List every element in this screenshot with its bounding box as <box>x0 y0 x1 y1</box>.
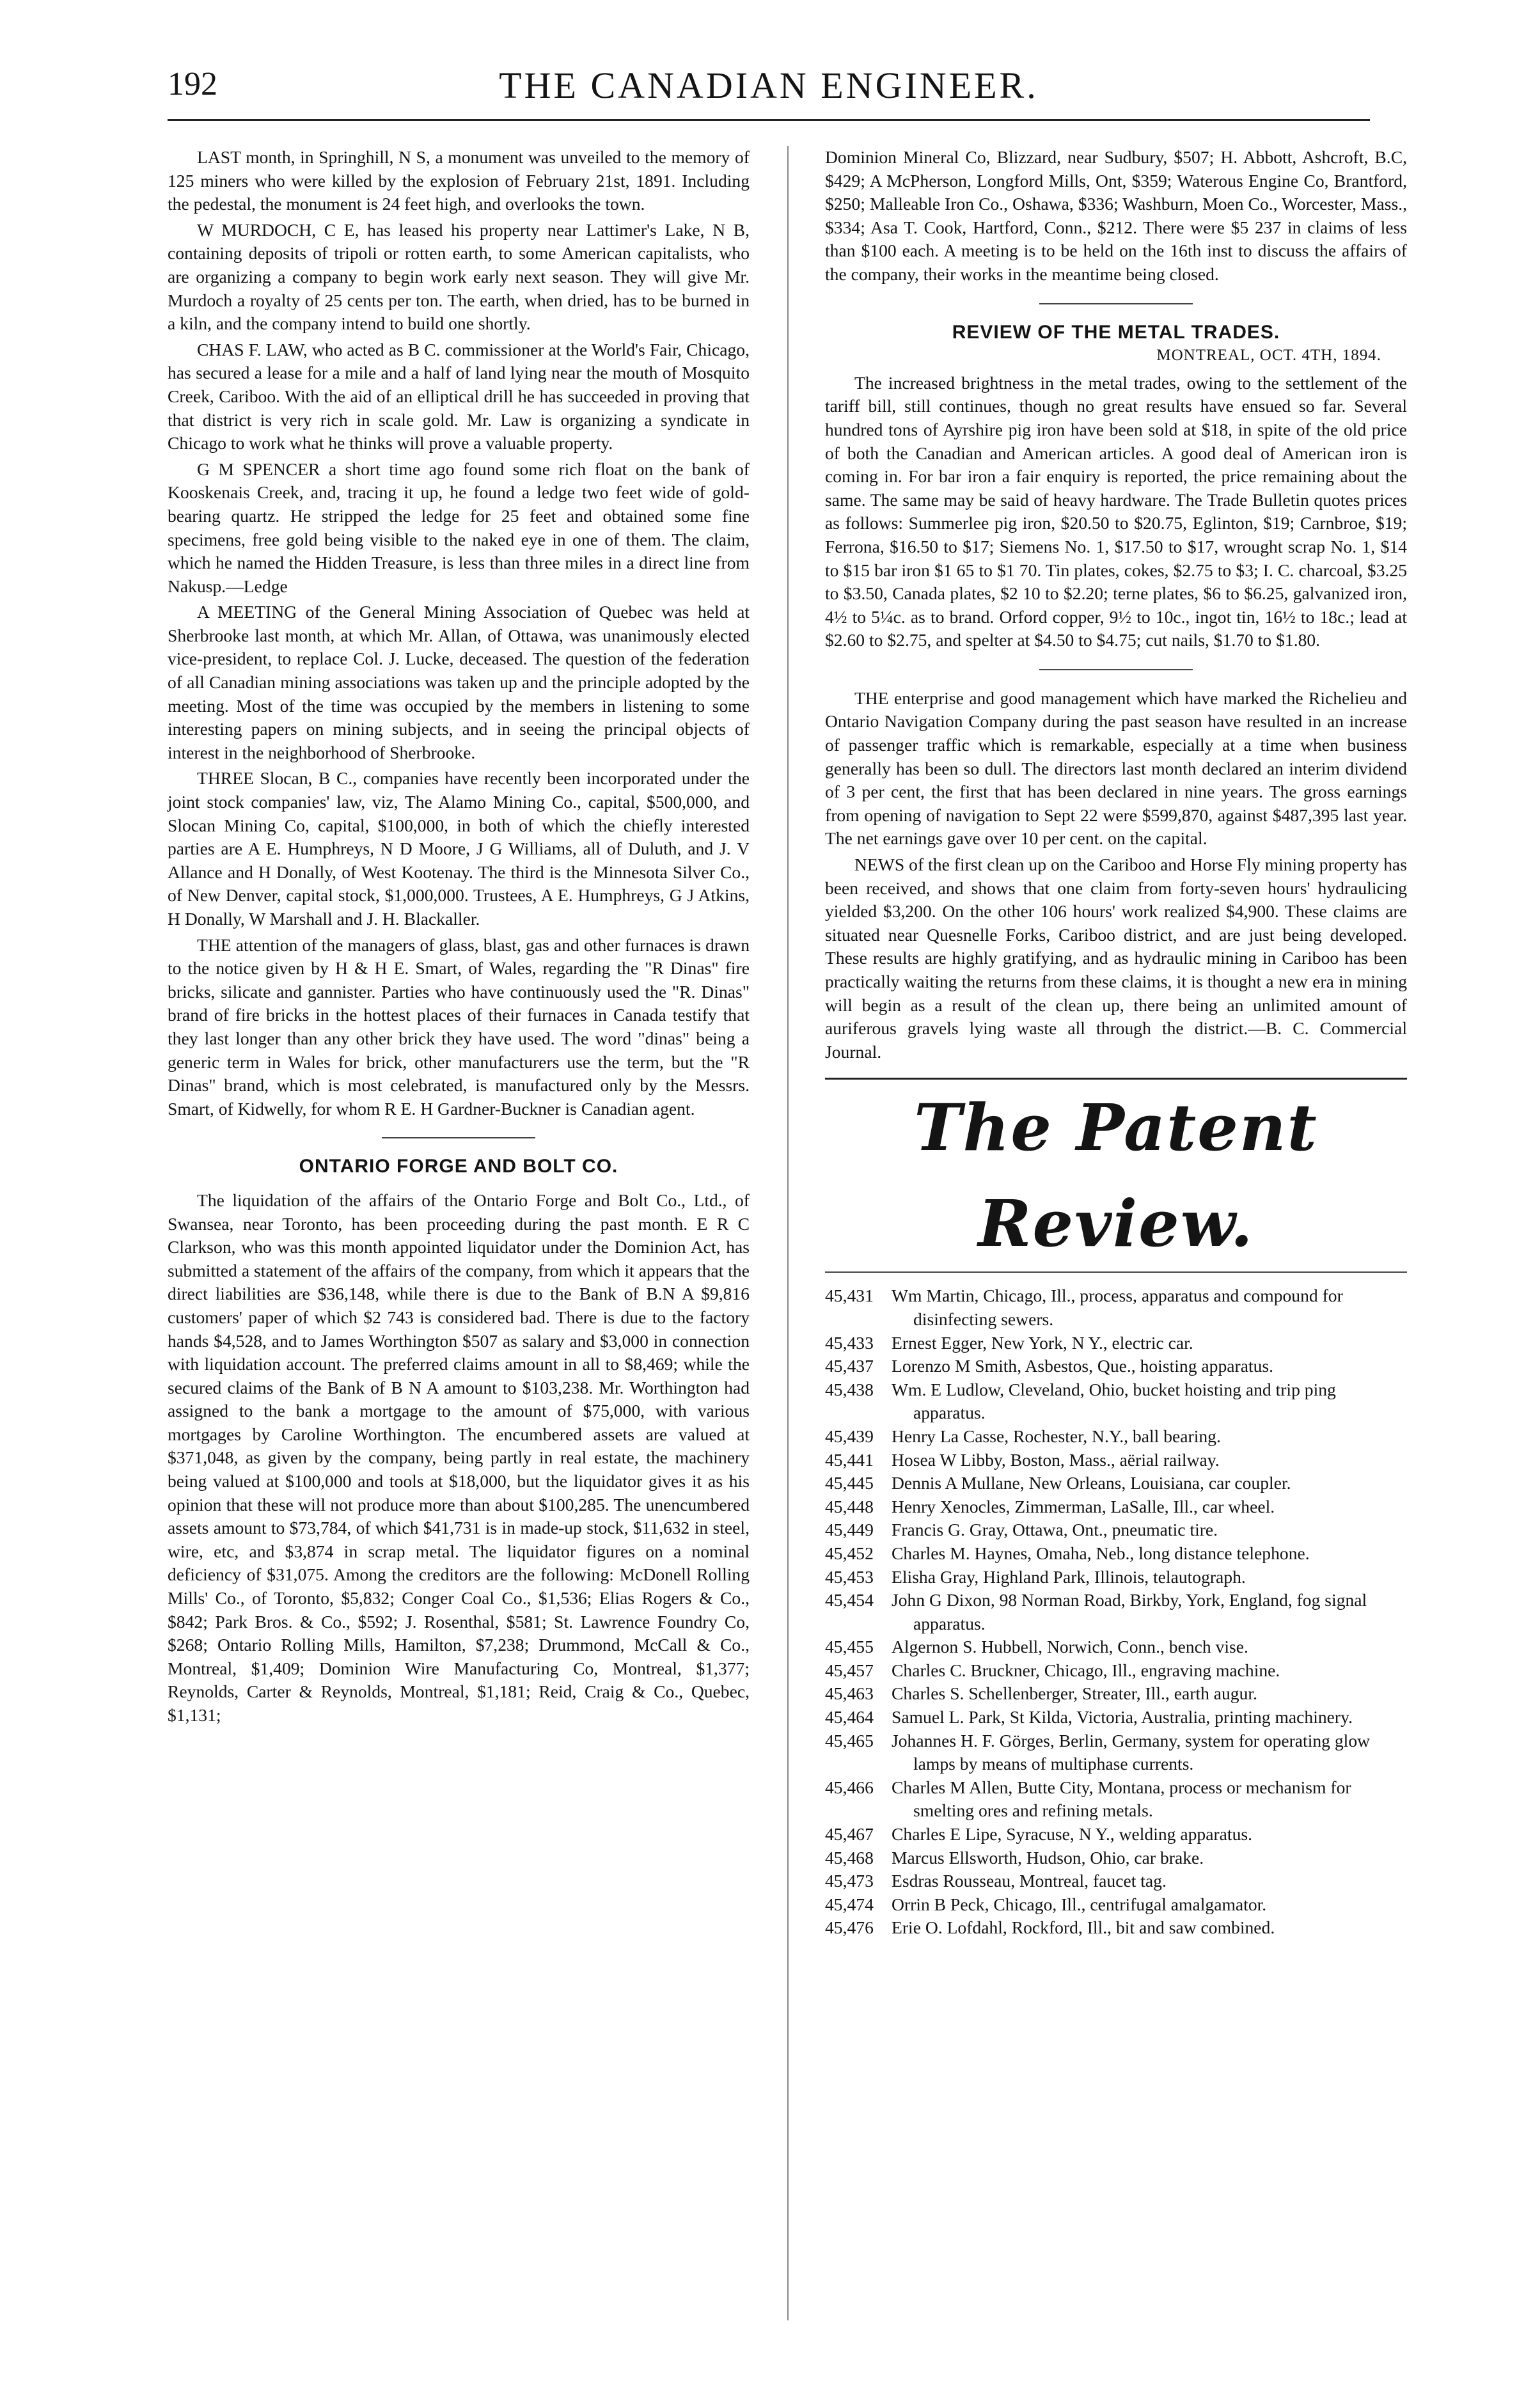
patent-entry <box>825 1425 1407 1449</box>
article-mining-association: A MEETING of the General Mining Association of Quebec was held at Sherbrooke last month, at which Mr. Allan, of Ottawa, was unanimously elected vice-president, to replace Col. J. Lucke, deceased. The question of the federation of all Canadian mining associations was taken up and the principle adopted by the meeting. Most of the time was occupied by the members in listening to some interesting papers on mining subjects, and in seeing the principal objects of interest in the neighborhood of Sherbrooke. <box>168 602 750 762</box>
patent-description: Charles E Lipe, Syracuse, N Y., welding apparatus. <box>892 1824 1253 1845</box>
patent-description: Henry Xenocles, Zimmerman, LaSalle, Ill., car wheel. <box>892 1496 1275 1516</box>
patent-entry <box>825 1893 1407 1917</box>
patent-number: 45,463 <box>825 1683 874 1704</box>
patent-number: 45,455 <box>825 1637 874 1657</box>
patent-description: Charles C. Bruckner, Chicago, Ill., engraving machine. <box>892 1660 1280 1680</box>
patent-entry <box>825 1518 1407 1542</box>
article-ontario-continuation: Dominion Mineral Co, Blizzard, near Sudbury, $507; H. Abbott, Ashcroft, B.C, $429; A McPherson, Longford Mills, Ont, $359; Waterous Engine Co, Brantford, $250; Malleable Iron Co., Oshawa, $336; Washburn, Moen Co., Worcester, Mass., $334; Asa T. Cook, Hartford, Conn., $212. There were $5 237 in claims of less than $100 each. A meeting is to be held on the 16th inst to discuss the affairs of the company, their works in the meantime being closed. <box>825 147 1407 284</box>
patent-entry <box>825 1378 1407 1425</box>
patent-entry <box>825 1635 1407 1659</box>
metal-trades-dateline: MONTREAL, OCT. 4TH, 1894. <box>1156 347 1381 365</box>
patent-entry <box>825 1682 1407 1706</box>
article-springhill: LAST month, in Springhill, N S, a monument was unveiled to the memory of 125 miners who were killed by the explosion of February 21st, 1891. Including the pedestal, the monument is 24 feet high, and overlooks the town. <box>168 147 750 214</box>
header-rule <box>168 119 1370 121</box>
patent-number: 45,449 <box>825 1520 874 1540</box>
metal-trades-heading: REVIEW OF THE METAL TRADES. <box>952 321 1280 343</box>
patent-entry <box>825 1916 1407 1940</box>
patent-number: 45,464 <box>825 1707 874 1727</box>
patent-entry <box>825 1284 1407 1331</box>
section-rule <box>1039 669 1193 670</box>
patent-description: Hosea W Libby, Boston, Mass., aërial railway. <box>892 1449 1220 1470</box>
patent-number: 45,452 <box>825 1543 874 1563</box>
patent-number: 45,468 <box>825 1847 874 1868</box>
patent-description: Esdras Rousseau, Montreal, faucet tag. <box>892 1871 1167 1891</box>
patent-number: 45,473 <box>825 1871 874 1891</box>
patent-entry <box>825 1332 1407 1355</box>
patent-top-rule <box>825 1078 1407 1080</box>
patent-review-title: The Patent Review. <box>914 1090 1318 1262</box>
patent-number: 45,439 <box>825 1426 874 1446</box>
patent-bottom-rule <box>825 1271 1407 1273</box>
article-law: CHAS F. LAW, who acted as B C. commissioner at the World's Fair, Chicago, has secured a lease for a mile and a half of land lying near the mouth of Mosquito Creek, Cariboo. With the aid of an elliptical drill he has succeeded in proving that that district is very rich in scale gold. Mr. Law is organizing a syndicate in Chicago to work what he thinks will prove a valuable property. <box>168 339 750 453</box>
patent-entry <box>825 1495 1407 1519</box>
patent-entry <box>825 1542 1407 1566</box>
patent-description: Wm Martin, Chicago, Ill., process, apparatus and compound for disinfecting sewers. <box>892 1286 1343 1329</box>
patent-number: 45,454 <box>825 1590 874 1610</box>
patent-description: Charles M Allen, Butte City, Montana, process or mechanism for smelting ores and refining metals. <box>892 1777 1351 1821</box>
patent-description: Charles S. Schellenberger, Streater, Ill., earth augur. <box>892 1683 1257 1704</box>
patent-entry <box>825 1706 1407 1729</box>
patent-list <box>825 1284 1407 1940</box>
patent-number: 45,441 <box>825 1449 874 1470</box>
right-column <box>825 146 1407 1940</box>
patent-number: 45,431 <box>825 1286 874 1306</box>
ontario-forge-heading: ONTARIO FORGE AND BOLT CO. <box>299 1156 618 1177</box>
patent-description: Ernest Egger, New York, N Y., electric car. <box>892 1332 1193 1353</box>
patent-entry <box>825 1729 1407 1776</box>
page-header <box>168 64 1370 115</box>
patent-number: 45,437 <box>825 1356 874 1376</box>
patent-entry <box>825 1823 1407 1846</box>
patent-description: Algernon S. Hubbell, Norwich, Conn., bench vise. <box>892 1637 1248 1657</box>
patent-description: Henry La Casse, Rochester, N.Y., ball bearing. <box>892 1426 1221 1446</box>
patent-entry <box>825 1355 1407 1378</box>
journal-title: THE CANADIAN ENGINEER. <box>499 65 1039 106</box>
patent-entry <box>825 1472 1407 1495</box>
patent-number: 45,476 <box>825 1917 874 1938</box>
patent-description: Charles M. Haynes, Omaha, Neb., long distance telephone. <box>892 1543 1310 1563</box>
patent-number: 45,465 <box>825 1730 874 1751</box>
patent-number: 45,457 <box>825 1660 874 1680</box>
patent-description: Francis G. Gray, Ottawa, Ont., pneumatic tire. <box>892 1520 1218 1540</box>
patent-number: 45,448 <box>825 1496 874 1516</box>
article-cariboo: NEWS of the first clean up on the Cariboo and Horse Fly mining property has been received, and shows that one claim from forty-seven hours' hydraulicing yielded $3,200. On the other 106 hours' work realized $4,900. These claims are situated near Quesnelle Forks, Cariboo district, and are just being developed. These results are highly gratifying, and as hydraulic mining in Cariboo has been practically waiting the returns from these claims, it is thought a new era in mining will begin as a result of the clean up, there being an unlimited amount of auriferous gravels lying waste all through the district.—B. C. Commercial Journal. <box>825 854 1407 1062</box>
patent-entry <box>825 1869 1407 1893</box>
article-metal-trades: The increased brightness in the metal trades, owing to the settlement of the tariff bill, still continues, though no great results have ensued so far. Several hundred tons of Ayrshire pig iron have been sold at $18, in spite of the old price of both the Canadian and American articles. A good deal of American iron is coming in. For bar iron a fair enquiry is reported, the price remaining about the same. The same may be said of heavy hardware. The Trade Bulletin quotes prices as follows: Summerlee pig iron, $20.50 to $20.75, Eglinton, $19; Carnbroe, $19; Ferrona, $16.50 to $17; Siemens No. 1, $17.50 to $17, wrought scrap No. 1, $14 to $15 bar iron $1 65 to $1 70. Tin plates, cokes, $2.75 to $3; I. C. charcoal, $3.25 to $3.50, Canada plates, $2 10 to $2.20; terne plates, $6 to $6.25, galvanized iron, 4½ to 5¼c. as to brand. Orford copper, 9½ to 10c., ingot tin, 16½ to 18c.; lead at $2.60 to $2.75, and spelter at $4.50 to $4.75; cut nails, $1.70 to $1.80. <box>825 372 1407 650</box>
patent-entry <box>825 1659 1407 1683</box>
patent-description: Lorenzo M Smith, Asbestos, Que., hoisting apparatus. <box>892 1356 1274 1376</box>
patent-number: 45,445 <box>825 1473 874 1493</box>
patent-description: Orrin B Peck, Chicago, Ill., centrifugal amalgamator. <box>892 1894 1267 1914</box>
patent-description: Wm. E Ludlow, Cleveland, Ohio, bucket hoisting and trip ping apparatus. <box>892 1379 1336 1423</box>
patent-description: John G Dixon, 98 Norman Road, Birkby, York, England, fog signal apparatus. <box>892 1590 1367 1633</box>
patent-description: Elisha Gray, Highland Park, Illinois, telautograph. <box>892 1566 1246 1587</box>
patent-entry <box>825 1846 1407 1870</box>
article-ontario-forge: The liquidation of the affairs of the Ontario Forge and Bolt Co., Ltd., of Swansea, near Toronto, has been proceeding during the past month. E R C Clarkson, who was this month appointed liquidator under the Dominion Act, has submitted a statement of the affairs of the company, from which it appears that the direct liabilities are $36,148, while there is due to the Bank of B.N A $9,816 customers' paper of which $2 743 is considered bad. There is due to the factory hands $4,528, and to James Worthington $507 as salary and $3,000 in connection with liquidation account. The preferred claims amount in all to $8,469; while the secured claims of the Bank of B N A amount to $103,238. Mr. Worthington had assigned to the bank a mortgage to the amount of $75,000, with various mortgages by Caroline Worthington. The encumbered assets are valued at $371,048, as given by the company, being partly in real estate, the machinery being valued at $100,000 and tools at $18,000, but the liquidator gives it as his opinion that these will not produce more than about $100,285. The unencumbered assets amount to $73,784, of which $41,731 is in made-up stock, $11,632 in steel, wire, etc, and $3,874 in scrap metal. The liquidator figures on a nominal deficiency of $31,075. Among the creditors are the following: McDonell Rolling Mills' Co., of Toronto, $5,832; Conger Coal Co., $1,536; Elias Rogers & Co., $842; Park Bros. & Co., $592; J. Rosenthal, $581; St. Lawrence Foundry Co, $268; Ontario Rolling Mills, Hamilton, $7,238; Drummond, McCall & Co., Montreal, $1,409; Dominion Wire Manufacturing Co, Montreal, $1,377; Reynolds, Carter & Reynolds, Montreal, $1,181; Reid, Craig & Co., Quebec, $1,131; <box>168 1190 750 1725</box>
article-richelieu: THE enterprise and good management which have marked the Richelieu and Ontario Navigation Company during the past season have resulted in an increase of passenger traffic which is remarkable, especially at a time when business generally has been so dull. The directors last month declared an interim dividend of 3 per cent, the first that has been declared in nine years. The gross earnings from opening of navigation to Sept 22 were $599,870, against $487,395 last year. The net earnings gave over 10 per cent. on the capital. <box>825 688 1407 849</box>
patent-number: 45,466 <box>825 1777 874 1797</box>
patent-description: Samuel L. Park, St Kilda, Victoria, Australia, printing machinery. <box>892 1707 1353 1727</box>
patent-entry <box>825 1566 1407 1589</box>
patent-entry <box>825 1776 1407 1823</box>
article-murdoch: W MURDOCH, C E, has leased his property near Lattimer's Lake, N B, containing deposits of tripoli or rotten earth, to some American capitalists, who are organizing a company to begin work early next season. They will give Mr. Murdoch a royalty of 25 cents per ton. The earth, when dried, has to be burned in a kiln, and the company intend to build one shortly. <box>168 219 750 334</box>
patent-description: Erie O. Lofdahl, Rockford, Ill., bit and saw combined. <box>892 1917 1275 1938</box>
left-column <box>168 146 750 1727</box>
patent-number: 45,433 <box>825 1332 874 1353</box>
patent-number: 45,438 <box>825 1379 874 1399</box>
column-divider <box>787 146 789 2320</box>
patent-entry <box>825 1589 1407 1635</box>
section-rule <box>382 1137 535 1138</box>
patent-description: Marcus Ellsworth, Hudson, Ohio, car brake. <box>892 1847 1204 1868</box>
patent-number: 45,453 <box>825 1566 874 1587</box>
section-rule <box>1039 303 1193 304</box>
patent-number: 45,474 <box>825 1894 874 1914</box>
article-slocan: THREE Slocan, B C., companies have recently been incorporated under the joint stock companies' law, viz, The Alamo Mining Co., capital, $500,000, and Slocan Mining Co, capital, $100,000, in both of which the chiefly interested parties are A E. Humphreys, N D Moore, J G Williams, all of Duluth, and J. V Allance and H Donally, of West Kootenay. The third is the Minnesota Silver Co., of New Denver, capital stock, $1,000,000. Trustees, A E. Humphreys, G J Atkins, H Donally, W Marshall and J. H. Blackaller. <box>168 768 750 929</box>
patent-number: 45,467 <box>825 1824 874 1845</box>
patent-description: Dennis A Mullane, New Orleans, Louisiana, car coupler. <box>892 1473 1291 1493</box>
patent-description: Johannes H. F. Görges, Berlin, Germany, system for operating glow lamps by means of multiphase currents. <box>892 1730 1371 1774</box>
article-dinas-bricks: THE attention of the managers of glass, blast, gas and other furnaces is drawn to the notice given by H & H E. Smart, of Wales, regarding the "R Dinas" fire bricks, silicate and gannister. Parties who have continuously used the "R. Dinas" brand of fire bricks in the hottest places of their furnaces in Canada testify that they last longer than any other brick they have used. The word "dinas" being a generic term in Wales for brick, other manufacturers use the term, but the "R Dinas" brand, which is most celebrated, is manufactured only by the Messrs. Smart, of Kidwelly, for whom R E. H Gardner-Buckner is Canadian agent. <box>168 934 750 1119</box>
page-number: 192 <box>168 66 217 102</box>
patent-entry <box>825 1449 1407 1472</box>
article-spencer: G M SPENCER a short time ago found some rich float on the bank of Kooskenais Creek, and, tracing it up, he found a ledge two feet wide of gold-bearing quartz. He stripped the ledge for 25 feet and obtained some fine specimens, free gold being visible to the naked eye in one of them. The claim, which he named the Hidden Treasure, is less than three miles in a direct line from Nakusp.—Ledge <box>168 459 750 596</box>
